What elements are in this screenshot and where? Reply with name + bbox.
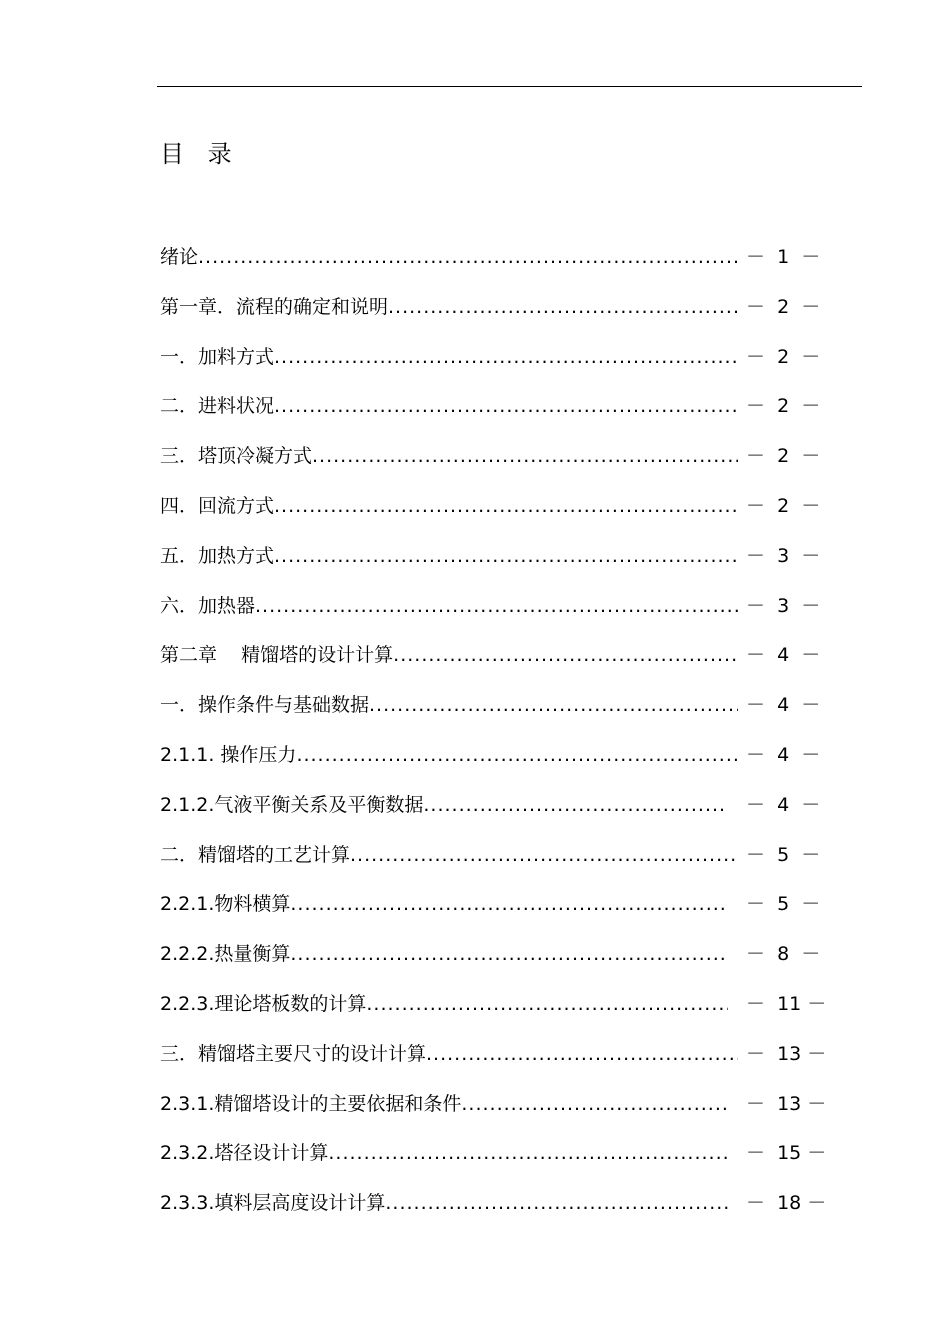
toc-leader-dots	[274, 487, 738, 525]
toc-entry-page: － 4 －	[746, 793, 821, 816]
toc-entry-label: 一．操作条件与基础数据	[160, 694, 370, 717]
toc-entry-label: 二．进料状况	[160, 395, 275, 418]
toc-leader-dots	[426, 1035, 738, 1073]
toc-entry-page: － 5 －	[746, 843, 821, 866]
toc-entry[interactable]	[160, 437, 820, 487]
toc-entry-label: 2.3.3.填料层高度设计计算	[160, 1192, 386, 1215]
toc-entry[interactable]	[160, 686, 820, 736]
toc-entry-page: － 2 －	[746, 295, 821, 318]
toc-entry-label: 六．加热器	[160, 594, 256, 617]
toc-entry[interactable]	[160, 885, 820, 935]
toc-leader-dots	[461, 1085, 728, 1123]
toc-leader-dots	[296, 736, 738, 774]
toc-entry[interactable]	[160, 238, 820, 288]
toc-entry-label: 四．回流方式	[160, 494, 275, 517]
toc-entry[interactable]	[160, 487, 820, 537]
toc-entry-label: 2.2.3.理论塔板数的计算	[160, 992, 367, 1015]
toc-entry-label: 2.1.1. 操作压力	[160, 743, 297, 766]
toc-entry[interactable]	[160, 786, 820, 836]
toc-leader-dots	[423, 786, 728, 824]
toc-leader-dots	[274, 387, 738, 425]
toc-entry[interactable]	[160, 537, 820, 587]
toc-leader-dots	[290, 885, 728, 923]
toc-entry-page: － 8 －	[746, 943, 821, 966]
toc-title: 目 录	[160, 140, 240, 168]
toc-entry-label: 一．加料方式	[160, 345, 275, 368]
toc-entry[interactable]	[160, 985, 827, 1035]
toc-leader-dots	[393, 636, 738, 674]
toc-entry[interactable]	[160, 587, 820, 637]
toc-entry-page: － 18 －	[746, 1192, 827, 1215]
toc-entry-page: － 15 －	[746, 1142, 827, 1165]
toc-entry-page: － 4 －	[746, 743, 821, 766]
toc-leader-dots	[369, 686, 738, 724]
header-rule	[157, 86, 862, 87]
toc-entry[interactable]	[160, 935, 820, 985]
toc-leader-dots	[328, 1134, 728, 1172]
toc-leader-dots	[350, 836, 738, 874]
toc-entry[interactable]	[160, 836, 820, 886]
toc-leader-dots	[385, 1184, 728, 1222]
toc-entry[interactable]	[160, 636, 820, 686]
toc-entry-page: － 2 －	[746, 494, 821, 517]
toc-entry[interactable]	[160, 1035, 827, 1085]
toc-entry-label: 2.1.2.气液平衡关系及平衡数据	[160, 793, 424, 816]
toc-leader-dots	[366, 985, 728, 1023]
toc-entry-label: 2.2.1.物料横算	[160, 893, 291, 916]
toc-entry-page: － 3 －	[746, 544, 821, 567]
toc-entry-label: 三．精馏塔主要尺寸的设计计算	[160, 1042, 427, 1065]
toc-entry[interactable]	[160, 1134, 827, 1184]
toc-entry-page: － 11 －	[746, 992, 827, 1015]
toc-entry-page: － 2 －	[746, 395, 821, 418]
toc-entry[interactable]	[160, 736, 820, 786]
toc-leader-dots	[255, 587, 738, 625]
toc-entry-page: － 1 －	[746, 246, 821, 268]
toc-entry-page: － 13 －	[746, 1092, 827, 1115]
toc-leader-dots	[274, 537, 738, 575]
toc-leader-dots	[312, 437, 738, 475]
toc-entry-label: 2.2.2.热量衡算	[160, 943, 291, 966]
toc-leader-dots	[274, 338, 738, 376]
toc-entry-label: 第一章．流程的确定和说明	[160, 295, 389, 318]
toc-entry-label: 绪论	[160, 246, 199, 268]
toc-list	[160, 238, 827, 1234]
toc-entry[interactable]	[160, 387, 820, 437]
toc-entry[interactable]	[160, 1085, 827, 1135]
toc-leader-dots	[198, 238, 738, 276]
toc-entry-label: 三．塔顶冷凝方式	[160, 445, 313, 468]
toc-entry-label: 二．精馏塔的工艺计算	[160, 843, 351, 866]
toc-entry[interactable]	[160, 288, 820, 338]
toc-entry-label: 2.3.2.塔径设计计算	[160, 1142, 329, 1165]
toc-entry-label: 2.3.1.精馏塔设计的主要依据和条件	[160, 1092, 462, 1115]
toc-entry-page: － 3 －	[746, 594, 821, 617]
toc-entry-page: － 13 －	[746, 1042, 827, 1065]
toc-leader-dots	[290, 935, 728, 973]
toc-entry-page: － 5 －	[746, 893, 821, 916]
toc-entry-page: － 4 －	[746, 694, 821, 717]
toc-entry-label: 五．加热方式	[160, 544, 275, 567]
toc-entry-page: － 2 －	[746, 445, 821, 468]
toc-entry[interactable]	[160, 1184, 827, 1234]
toc-entry-page: － 2 －	[746, 345, 821, 368]
toc-entry-page: － 4 －	[746, 644, 821, 667]
toc-entry[interactable]	[160, 338, 820, 388]
toc-leader-dots	[388, 288, 738, 326]
toc-entry-label: 第二章 精馏塔的设计计算	[160, 644, 394, 667]
